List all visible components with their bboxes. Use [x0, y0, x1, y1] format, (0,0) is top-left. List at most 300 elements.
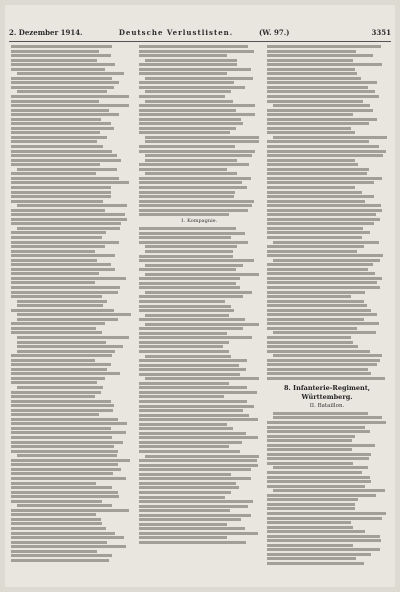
- list-entry: [11, 436, 112, 439]
- list-entry: [267, 530, 365, 533]
- list-entry: [267, 372, 371, 375]
- list-entry: [139, 386, 247, 389]
- list-entry: [139, 213, 229, 216]
- list-entry: [11, 113, 119, 116]
- list-entry: [139, 414, 249, 417]
- list-entry: [139, 150, 255, 153]
- list-entry: [267, 421, 386, 424]
- list-entry: [17, 300, 107, 303]
- list-entry: [139, 232, 245, 235]
- list-entry: [145, 154, 252, 157]
- list-entry: [145, 59, 237, 62]
- list-entry: [139, 486, 239, 489]
- list-entry: [11, 109, 109, 112]
- list-entry: [267, 295, 351, 298]
- list-entry: [139, 145, 235, 148]
- list-entry: [139, 345, 223, 348]
- list-entry: [139, 241, 248, 244]
- list-entry: [139, 527, 245, 530]
- list-entry: [139, 541, 246, 544]
- list-entry: [267, 200, 365, 203]
- list-entry: [11, 518, 101, 521]
- list-entry: [139, 382, 229, 385]
- list-entry: [17, 350, 115, 353]
- list-entry: [273, 416, 382, 419]
- list-entry: [267, 453, 371, 456]
- list-entry: [11, 209, 105, 212]
- header-issue: (W. 97.): [259, 28, 290, 37]
- list-entry: [267, 163, 358, 166]
- list-entry: [11, 463, 118, 466]
- list-entry: [139, 477, 251, 480]
- list-entry: [139, 72, 227, 75]
- list-entry: [139, 81, 234, 84]
- list-entry: [267, 548, 380, 551]
- list-entry: [267, 435, 355, 438]
- list-entry: [11, 368, 107, 371]
- list-entry: [17, 72, 124, 75]
- list-entry: [139, 464, 258, 467]
- list-entry: [267, 430, 370, 433]
- list-entry: [139, 195, 234, 198]
- list-entry: [139, 509, 230, 512]
- list-entry: [145, 455, 259, 458]
- list-entry: [11, 309, 114, 312]
- list-entry: [267, 448, 352, 451]
- list-entry: [139, 54, 227, 57]
- list-entry: [267, 154, 383, 157]
- list-entry: [267, 59, 353, 62]
- list-entry: [11, 272, 99, 275]
- list-entry: [11, 472, 113, 475]
- list-entry: [11, 122, 111, 125]
- list-entry: [11, 541, 107, 544]
- section-heading-company: 1. Kompagnie.: [180, 218, 218, 225]
- list-entry: [11, 545, 126, 548]
- list-entry: [139, 95, 225, 98]
- list-entry: [267, 186, 355, 189]
- list-entry: [273, 466, 368, 469]
- list-entry: [139, 332, 227, 335]
- list-entry: [17, 386, 103, 389]
- list-entry: [139, 364, 239, 367]
- list-entry: [267, 140, 369, 143]
- list-entry: [145, 314, 229, 317]
- list-entry: [11, 418, 118, 421]
- list-entry: [11, 241, 119, 244]
- list-entry: [11, 422, 127, 425]
- list-entry: [139, 191, 235, 194]
- list-entry: [139, 418, 258, 421]
- list-entry: [139, 373, 240, 376]
- list-entry: [11, 154, 117, 157]
- list-entry: [145, 159, 237, 162]
- list-entry: [273, 259, 380, 262]
- list-entry: [267, 503, 355, 506]
- list-entry: [139, 491, 231, 494]
- list-entry: [11, 477, 126, 480]
- list-entry: [267, 118, 377, 121]
- list-entry: [267, 507, 355, 510]
- list-entry: [11, 50, 99, 53]
- list-entry: [11, 291, 118, 294]
- list-entry: [267, 268, 368, 271]
- header-page-number: 3351: [371, 28, 391, 37]
- list-entry: [139, 309, 234, 312]
- list-entry: [267, 90, 375, 93]
- list-entry: [267, 131, 355, 134]
- list-entry: [11, 509, 129, 512]
- list-entry: [11, 95, 129, 98]
- list-entry: [139, 350, 229, 353]
- list-entry: [139, 50, 254, 53]
- list-entry: [139, 45, 248, 48]
- list-entry: [139, 391, 257, 394]
- list-entry: [145, 172, 237, 175]
- list-entry: [11, 522, 102, 525]
- list-entry: [139, 177, 251, 180]
- list-entry: [11, 536, 124, 539]
- list-entry: [17, 90, 107, 93]
- header-rule: [9, 41, 391, 42]
- list-entry: [11, 118, 101, 121]
- list-entry: [139, 68, 251, 71]
- list-entry: [267, 195, 374, 198]
- list-entry: [267, 168, 369, 171]
- list-entry: [267, 250, 357, 253]
- list-entry: [139, 450, 240, 453]
- list-entry: [267, 535, 380, 538]
- list-entry: [11, 400, 111, 403]
- list-entry: [11, 177, 119, 180]
- list-entry: [11, 104, 129, 107]
- list-entry: [139, 496, 225, 499]
- list-entry: [11, 254, 115, 257]
- list-entry: [139, 63, 237, 66]
- list-entry: [11, 482, 96, 485]
- list-entry: [139, 295, 243, 298]
- list-entry: [145, 291, 252, 294]
- list-entry: [11, 459, 130, 462]
- list-entry: [145, 77, 253, 80]
- list-entry: [17, 313, 131, 316]
- list-entry: [11, 468, 121, 471]
- list-entry: [267, 95, 379, 98]
- list-entry: [139, 268, 236, 271]
- list-entry: [145, 100, 233, 103]
- list-entry: [17, 204, 127, 207]
- list-entry: [11, 213, 125, 216]
- list-entry: [17, 341, 106, 344]
- list-entry: [139, 181, 242, 184]
- list-entry: [11, 322, 105, 325]
- list-entry: [267, 113, 353, 116]
- list-entry: [267, 231, 370, 234]
- list-entry: [11, 218, 127, 221]
- list-entry: [139, 445, 229, 448]
- list-entry: [267, 213, 376, 216]
- list-entry: [11, 245, 105, 248]
- list-entry: [11, 327, 96, 330]
- list-entry: [139, 122, 243, 125]
- list-entry: [11, 159, 121, 162]
- list-entry: [267, 227, 363, 230]
- list-entry: [139, 286, 240, 289]
- list-entry: [267, 272, 375, 275]
- list-entry: [17, 345, 123, 348]
- list-entry: [267, 181, 374, 184]
- list-entry: [267, 63, 382, 66]
- list-entry: [11, 131, 100, 134]
- list-entry: [11, 259, 97, 262]
- list-entry: [273, 354, 382, 357]
- list-entry: [267, 50, 356, 53]
- list-entry: [267, 72, 357, 75]
- list-entry: [145, 273, 259, 276]
- list-entry: [11, 413, 99, 416]
- list-entry: [11, 427, 111, 430]
- list-entry: [139, 186, 247, 189]
- list-entry: [267, 45, 381, 48]
- list-entry: [139, 131, 230, 134]
- list-entry: [139, 163, 249, 166]
- list-entry: [11, 163, 100, 166]
- list-entry: [11, 172, 96, 175]
- list-entry: [139, 395, 224, 398]
- list-entry: [145, 90, 231, 93]
- list-entry: [267, 145, 379, 148]
- regiment-heading: 8. Infanterie-Regiment, Württemberg.: [284, 383, 370, 401]
- list-entry: [11, 100, 99, 103]
- list-entry: [11, 359, 95, 362]
- list-entry: [139, 113, 255, 116]
- list-entry: [139, 300, 225, 303]
- list-entry: [273, 489, 385, 492]
- list-entry: [267, 54, 373, 57]
- list-entry: [11, 491, 118, 494]
- list-entry: [267, 336, 351, 339]
- list-entry: [17, 227, 120, 230]
- list-entry: [11, 486, 112, 489]
- list-entry: [267, 254, 383, 257]
- list-entry: [11, 222, 121, 225]
- list-entry: [267, 86, 368, 89]
- list-entry: [139, 473, 231, 476]
- list-entry: [139, 427, 233, 430]
- list-entry: [11, 445, 114, 448]
- list-entry: [139, 277, 240, 280]
- list-entry: [273, 104, 370, 107]
- column-right: [267, 45, 387, 575]
- list-entry: [267, 377, 385, 380]
- list-entry: [145, 377, 259, 380]
- list-entry: [145, 245, 237, 248]
- list-entry: [11, 77, 112, 80]
- list-entry: [11, 195, 111, 198]
- list-entry: [11, 86, 114, 89]
- list-entry: [139, 359, 247, 362]
- list-entry: [139, 336, 252, 339]
- list-entry: [11, 63, 115, 66]
- list-entry: [17, 504, 112, 507]
- list-entry: [139, 200, 254, 203]
- list-entry: [11, 532, 115, 535]
- list-entry: [267, 471, 362, 474]
- list-entry: [267, 81, 377, 84]
- list-entry: [11, 127, 114, 130]
- list-entry: [139, 423, 227, 426]
- list-entry: [11, 495, 119, 498]
- list-entry: [267, 209, 382, 212]
- list-entry: [11, 281, 95, 284]
- list-entry: [11, 354, 112, 357]
- list-entry: [267, 444, 375, 447]
- list-entry: [267, 327, 357, 330]
- list-entry: [139, 536, 227, 539]
- list-entry: [139, 432, 246, 435]
- list-entry: [139, 204, 252, 207]
- list-entry: [267, 109, 373, 112]
- list-entry: [267, 512, 386, 515]
- list-entry: [267, 322, 379, 325]
- list-entry: [139, 514, 251, 517]
- list-entry: [267, 122, 369, 125]
- list-entry: [267, 236, 362, 239]
- list-entry: [139, 236, 231, 239]
- list-entry: [11, 377, 105, 380]
- list-entry: [139, 86, 245, 89]
- list-entry: [17, 454, 117, 457]
- list-entry: [267, 498, 358, 501]
- list-entry: [267, 309, 371, 312]
- list-entry: [267, 222, 374, 225]
- list-entry: [267, 341, 353, 344]
- list-entry: [267, 521, 351, 524]
- list-entry: [11, 268, 115, 271]
- list-entry: [17, 304, 103, 307]
- list-entry: [267, 277, 382, 280]
- list-entry: [11, 554, 112, 557]
- list-entry: [267, 439, 352, 442]
- list-entry: [139, 409, 243, 412]
- list-entry: [267, 517, 382, 520]
- list-entry: [267, 172, 367, 175]
- list-entry: [267, 557, 356, 560]
- list-entry: [139, 305, 231, 308]
- list-entry: [267, 345, 358, 348]
- list-entry: [11, 331, 102, 334]
- list-entry: [17, 318, 118, 321]
- list-entry: [139, 109, 236, 112]
- list-entry: [11, 527, 106, 530]
- list-entry: [267, 494, 376, 497]
- list-entry: [145, 140, 259, 143]
- list-entry: [11, 54, 111, 57]
- list-entry: [139, 209, 248, 212]
- list-entry: [267, 562, 364, 565]
- battalion-subheading: II. Bataillon.: [309, 402, 345, 409]
- list-entry: [267, 363, 377, 366]
- list-entry: [11, 150, 112, 153]
- list-entry: [11, 236, 102, 239]
- list-entry: [11, 145, 103, 148]
- list-entry: [139, 482, 236, 485]
- list-entry: [267, 68, 355, 71]
- list-entry: [145, 355, 231, 358]
- list-entry: [139, 227, 236, 230]
- page-header: [9, 27, 391, 39]
- list-entry: [139, 400, 247, 403]
- header-title: Deutsche Verlustlisten.: [118, 28, 234, 37]
- list-entry: [139, 368, 246, 371]
- list-entry: [267, 526, 353, 529]
- list-entry: [139, 518, 241, 521]
- list-entry: [11, 409, 113, 412]
- list-entry: [267, 150, 386, 153]
- list-entry: [11, 441, 123, 444]
- list-entry: [267, 539, 381, 542]
- list-entry: [139, 459, 257, 462]
- list-entry: [139, 282, 236, 285]
- list-entry: [139, 259, 254, 262]
- newspaper-page: [5, 5, 395, 587]
- list-entry: [11, 431, 126, 434]
- list-entry: [11, 381, 97, 384]
- list-entry: [11, 286, 120, 289]
- list-entry: [267, 127, 351, 130]
- list-entry: [267, 318, 364, 321]
- list-entry: [11, 450, 118, 453]
- list-entry: [267, 485, 365, 488]
- list-entry: [139, 405, 254, 408]
- list-entry: [267, 263, 373, 266]
- list-entry: [273, 241, 379, 244]
- list-entry: [267, 77, 361, 80]
- list-entry: [267, 359, 380, 362]
- list-entry: [139, 127, 236, 130]
- list-entry: [11, 295, 102, 298]
- list-entry: [11, 404, 114, 407]
- list-entry: [267, 553, 371, 556]
- list-entry: [145, 250, 233, 253]
- list-entry: [17, 336, 129, 339]
- list-entry: [11, 559, 109, 562]
- list-entry: [11, 68, 105, 71]
- list-entry: [11, 200, 103, 203]
- list-entry: [267, 300, 364, 303]
- list-entry: [11, 59, 97, 62]
- list-entry: [11, 263, 111, 266]
- list-entry: [267, 218, 380, 221]
- list-entry: [267, 304, 367, 307]
- list-entry: [267, 457, 369, 460]
- list-entry: [11, 186, 111, 189]
- list-entry: [267, 462, 353, 465]
- list-entry: [139, 341, 229, 344]
- column-left: [11, 45, 131, 575]
- list-entry: [267, 313, 377, 316]
- list-entry: [267, 291, 365, 294]
- list-entry: [267, 204, 381, 207]
- list-entry: [11, 45, 112, 48]
- list-entry: [139, 523, 227, 526]
- list-entry: [11, 372, 120, 375]
- list-entry: [139, 104, 255, 107]
- list-entry: [139, 505, 248, 508]
- list-entry: [267, 476, 370, 479]
- list-entry: [139, 255, 233, 258]
- list-entry: [267, 480, 371, 483]
